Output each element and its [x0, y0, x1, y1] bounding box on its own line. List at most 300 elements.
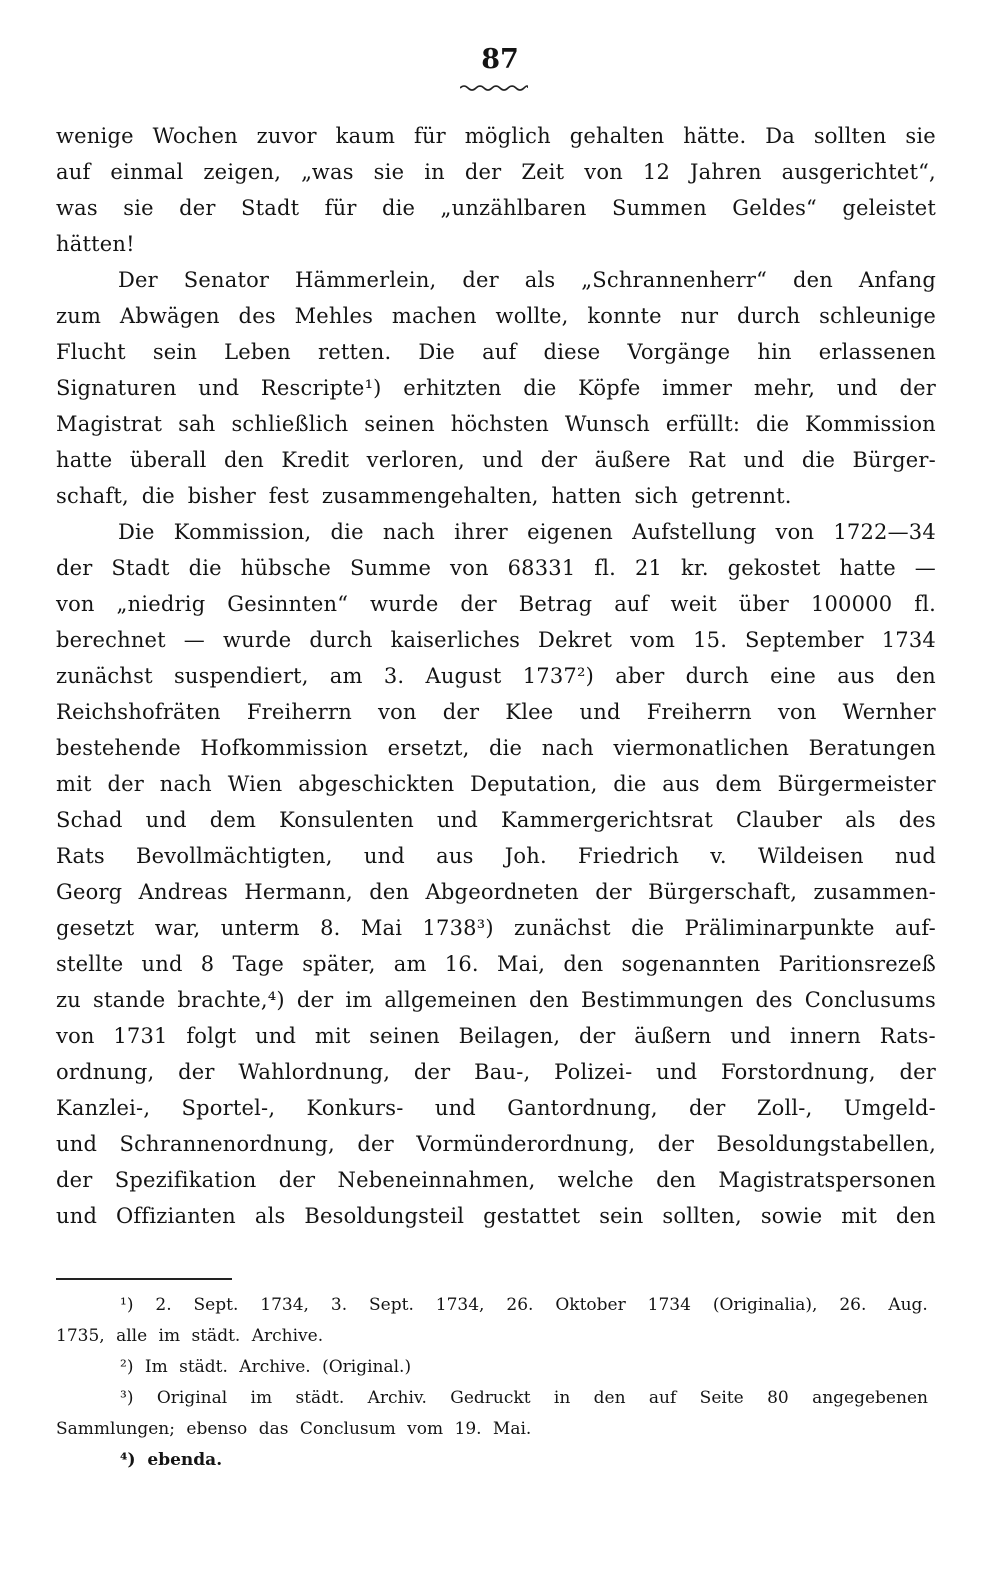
- word: auf: [614, 592, 649, 616]
- word: äußern: [634, 1024, 712, 1048]
- word: Wien: [227, 772, 283, 796]
- word: allgemeinen: [384, 988, 517, 1012]
- word: Der: [118, 268, 158, 292]
- word: von: [584, 160, 623, 184]
- word: Seite: [699, 1388, 744, 1408]
- word: höchsten: [450, 412, 549, 436]
- word: die: [631, 916, 665, 940]
- word: Kanzlei-,: [56, 1096, 151, 1120]
- word: ihrer: [454, 520, 508, 544]
- word: und: [56, 1132, 98, 1156]
- word: 2.: [155, 1295, 172, 1315]
- word: aus: [436, 844, 474, 868]
- word: und: [482, 448, 524, 472]
- word: „Schrannenherr“: [581, 268, 768, 292]
- word: Flucht: [56, 340, 126, 364]
- word: Summe: [349, 556, 432, 580]
- word: erlassenen: [818, 340, 936, 364]
- word: —: [914, 556, 936, 580]
- page-number: 87: [481, 44, 519, 75]
- word: 26.: [839, 1295, 867, 1315]
- word: ordnung,: [56, 1060, 155, 1084]
- word: Beratungen: [808, 736, 936, 760]
- body-line: [56, 730, 936, 766]
- word: von: [56, 592, 95, 616]
- word: hübsche: [240, 556, 332, 580]
- word: Paritionsrezeß: [778, 952, 936, 976]
- word: wollte,: [495, 304, 569, 328]
- word: sollten,: [662, 1204, 742, 1228]
- word: der: [442, 700, 480, 724]
- word: Bürgermeister: [777, 772, 936, 796]
- word: des: [755, 988, 793, 1012]
- word: Umgeld-: [843, 1096, 936, 1120]
- word: Aug.: [888, 1295, 928, 1315]
- word: Polizei-: [554, 1060, 633, 1084]
- word: der: [657, 1132, 695, 1156]
- word: und: [579, 700, 621, 724]
- word: nach: [541, 736, 594, 760]
- word: Vorgänge: [627, 340, 731, 364]
- word: Kammergerichtsrat: [501, 808, 714, 832]
- word: Summen: [612, 196, 707, 220]
- word: Clauber: [736, 808, 823, 832]
- word: ersetzt,: [387, 736, 470, 760]
- word: stellte: [56, 952, 124, 976]
- word: Sept.: [193, 1295, 239, 1315]
- word: den: [792, 268, 833, 292]
- word: den: [895, 1204, 936, 1228]
- word: der: [462, 268, 499, 292]
- word: Bau-,: [474, 1060, 531, 1084]
- word: kaiserliches: [390, 628, 521, 652]
- word: auf-: [894, 916, 936, 940]
- body-text: [56, 118, 936, 1234]
- word: 1738³): [422, 916, 494, 940]
- word: eine: [770, 664, 817, 688]
- word: Konkurs-: [306, 1096, 404, 1120]
- word: nach: [382, 520, 436, 544]
- word: Präliminarpunkte: [684, 916, 875, 940]
- word: und: [145, 808, 187, 832]
- word: (Originalia),: [712, 1295, 818, 1315]
- word: Kommission,: [173, 520, 312, 544]
- word: gehalten: [569, 124, 665, 148]
- word: der: [899, 1060, 936, 1084]
- word: machen: [391, 304, 477, 328]
- word: nur: [680, 304, 719, 328]
- word: 100000: [810, 592, 893, 616]
- word: Archiv.: [367, 1388, 427, 1408]
- word: der: [357, 1132, 394, 1156]
- word: „niedrig: [116, 592, 206, 616]
- word: August: [425, 664, 502, 688]
- word: dem: [715, 772, 762, 796]
- word: des: [238, 304, 276, 328]
- word: den: [369, 880, 410, 904]
- footnote-line: ⁴) ebenda.: [120, 1450, 223, 1470]
- word: sie: [373, 160, 405, 184]
- word: zunächst: [56, 664, 153, 688]
- word: des: [898, 808, 936, 832]
- word: Die: [118, 520, 155, 544]
- word: Kredit: [281, 448, 350, 472]
- word: Bürgerschaft,: [648, 880, 798, 904]
- body-line: [56, 550, 936, 586]
- word: fl.: [914, 592, 936, 616]
- word: durch: [737, 304, 801, 328]
- body-line: [56, 154, 936, 190]
- word: Stadt: [111, 556, 170, 580]
- word: zum: [56, 304, 102, 328]
- word: Magistrat: [56, 412, 163, 436]
- word: sie: [123, 196, 154, 220]
- word: auf: [56, 160, 91, 184]
- word: der: [460, 592, 497, 616]
- word: Leben: [224, 340, 291, 364]
- body-line: [56, 694, 936, 730]
- word: v.: [710, 844, 727, 868]
- word: Spezifikation: [114, 1168, 257, 1192]
- word: sein: [599, 1204, 644, 1228]
- word: hatte: [839, 556, 896, 580]
- word: Köpfe: [578, 376, 641, 400]
- word: Senator: [183, 268, 270, 292]
- body-line: hätten!: [56, 232, 135, 256]
- word: Hofkommission: [200, 736, 369, 760]
- word: Rat: [688, 448, 727, 472]
- word: Gesinnten“: [227, 592, 349, 616]
- word: Wernher: [842, 700, 936, 724]
- word: seinen: [364, 412, 435, 436]
- word: gesetzt: [56, 916, 135, 940]
- word: Magistratspersonen: [718, 1168, 936, 1192]
- word: durch: [309, 628, 373, 652]
- body-line: [56, 442, 936, 478]
- word: diese: [543, 340, 601, 364]
- word: Wahlordnung,: [238, 1060, 391, 1084]
- word: Oktober: [555, 1295, 626, 1315]
- word: geleistet: [842, 196, 936, 220]
- word: hätte.: [683, 124, 747, 148]
- word: Konsulenten: [279, 808, 414, 832]
- word: Sept.: [369, 1295, 414, 1315]
- word: äußere: [594, 448, 671, 472]
- word: durch: [685, 664, 749, 688]
- word: 16.: [444, 952, 479, 976]
- word: und: [836, 376, 878, 400]
- word: von: [450, 556, 489, 580]
- body-line: [56, 190, 936, 226]
- word: unterm: [220, 916, 300, 940]
- word: Rats-: [879, 1024, 936, 1048]
- word: mit: [841, 1204, 877, 1228]
- word: war,: [154, 916, 201, 940]
- word: Klee: [505, 700, 554, 724]
- word: im: [250, 1388, 273, 1408]
- word: 26.: [506, 1295, 534, 1315]
- word: der: [413, 1060, 451, 1084]
- word: von: [56, 1024, 95, 1048]
- word: Hämmerlein,: [295, 268, 437, 292]
- word: und: [141, 952, 183, 976]
- word: hin: [757, 340, 792, 364]
- body-line: [56, 118, 936, 154]
- word: 1734,: [435, 1295, 485, 1315]
- word: sein: [152, 340, 198, 364]
- word: mit: [314, 1024, 351, 1048]
- word: 3.: [330, 1295, 348, 1315]
- word: Reichshofräten: [56, 700, 221, 724]
- word: von: [777, 700, 817, 724]
- word: für: [324, 196, 357, 220]
- body-line: [56, 802, 936, 838]
- word: wurde: [222, 628, 292, 652]
- word: die: [381, 196, 416, 220]
- footnote-line: [56, 1383, 928, 1414]
- body-line: [56, 298, 936, 334]
- word: Original: [156, 1388, 228, 1408]
- word: für: [413, 124, 446, 148]
- word: einmal: [110, 160, 184, 184]
- word: „unzählbaren: [440, 196, 587, 220]
- word: den: [529, 988, 569, 1012]
- word: der: [689, 1096, 726, 1120]
- word: nach: [159, 772, 212, 796]
- word: ausgerichtet“,: [781, 160, 936, 184]
- word: der: [296, 988, 334, 1012]
- word: Mai: [360, 916, 403, 940]
- body-line: [56, 1198, 936, 1234]
- word: die: [523, 376, 557, 400]
- word: Abgeordneten: [425, 880, 579, 904]
- word: Abwägen: [119, 304, 220, 328]
- word: Wunsch: [564, 412, 650, 436]
- page-number-ornament: [460, 84, 528, 92]
- word: und: [363, 844, 405, 868]
- word: Forstordnung,: [720, 1060, 876, 1084]
- word: retten.: [317, 340, 392, 364]
- word: und: [434, 1096, 476, 1120]
- word: der: [595, 880, 632, 904]
- word: in: [424, 160, 445, 184]
- word: mehr,: [753, 376, 816, 400]
- word: konnte: [587, 304, 662, 328]
- word: abgeschickten: [298, 772, 455, 796]
- word: in: [553, 1388, 571, 1408]
- word: der: [179, 196, 216, 220]
- word: sie: [905, 124, 936, 148]
- word: vom: [630, 628, 676, 652]
- word: der: [579, 1024, 616, 1048]
- word: wurde: [370, 592, 439, 616]
- word: erhitzten: [403, 376, 502, 400]
- word: Gedruckt: [450, 1388, 531, 1408]
- word: der: [107, 772, 144, 796]
- word: den: [563, 952, 604, 976]
- word: die: [613, 772, 647, 796]
- word: September: [745, 628, 864, 652]
- word: im: [345, 988, 373, 1012]
- word: seinen: [369, 1024, 440, 1048]
- word: dem: [209, 808, 257, 832]
- word: den: [895, 664, 936, 688]
- word: suspendiert,: [173, 664, 309, 688]
- word: sowie: [760, 1204, 823, 1228]
- word: kr.: [681, 556, 709, 580]
- word: und: [656, 1060, 698, 1084]
- word: möglich: [464, 124, 551, 148]
- word: zu: [56, 988, 81, 1012]
- word: —: [183, 628, 205, 652]
- word: zusammen-: [813, 880, 936, 904]
- word: immer: [662, 376, 733, 400]
- word: aber: [615, 664, 665, 688]
- word: und: [730, 1024, 772, 1048]
- word: Bevollmächtigten,: [136, 844, 333, 868]
- word: aus: [662, 772, 700, 796]
- word: eigenen: [527, 520, 613, 544]
- word: Nebeneinnahmen,: [337, 1168, 536, 1192]
- word: bestehende: [56, 736, 181, 760]
- word: und: [198, 376, 240, 400]
- word: und: [436, 808, 479, 832]
- word: Friedrich: [578, 844, 680, 868]
- word: innern: [790, 1024, 861, 1048]
- body-line: [56, 910, 936, 946]
- footnote-line: [56, 1290, 928, 1321]
- body-line: schaft, die bisher fest zusammengehalten, hatten sich getrennt.: [56, 484, 792, 508]
- word: am: [329, 664, 363, 688]
- word: 1737²): [522, 664, 595, 688]
- word: Sportel-,: [181, 1096, 276, 1120]
- body-line: [56, 1126, 936, 1162]
- word: 1734: [647, 1295, 691, 1315]
- word: Besoldungstabellen,: [716, 1132, 936, 1156]
- word: 8: [200, 952, 215, 976]
- word: nud: [894, 844, 936, 868]
- word: gestattet: [483, 1204, 581, 1228]
- word: der: [56, 556, 93, 580]
- word: 12: [642, 160, 671, 184]
- word: Betrag: [518, 592, 593, 616]
- word: auf: [648, 1388, 677, 1408]
- body-line: [56, 766, 936, 802]
- word: Besoldungsteil: [304, 1204, 465, 1228]
- word: Wildeisen: [757, 844, 864, 868]
- word: Kommission: [805, 412, 936, 436]
- word: auf: [482, 340, 517, 364]
- body-line: [56, 1090, 936, 1126]
- word: Schrannenordnung,: [119, 1132, 335, 1156]
- word: Gantordnung,: [507, 1096, 658, 1120]
- body-line: [56, 1162, 936, 1198]
- footnotes: [56, 1290, 928, 1476]
- body-line: [56, 1054, 936, 1090]
- body-line: [56, 262, 936, 298]
- body-line: [56, 874, 936, 910]
- word: Geldes“: [732, 196, 817, 220]
- word: den: [593, 1388, 626, 1408]
- word: die: [801, 448, 836, 472]
- word: der: [899, 376, 936, 400]
- word: als: [254, 1204, 286, 1228]
- word: der: [540, 448, 578, 472]
- word: 8.: [320, 916, 341, 940]
- word: Bürger-: [852, 448, 936, 472]
- body-line: [56, 838, 936, 874]
- footnote-line: Sammlungen; ebenso das Conclusum vom 19. Mai.: [56, 1419, 532, 1439]
- word: viermonatlichen: [613, 736, 790, 760]
- word: und: [56, 1204, 98, 1228]
- word: zuvor: [256, 124, 317, 148]
- word: 1734: [881, 628, 936, 652]
- body-line: [56, 946, 936, 982]
- word: Andreas: [138, 880, 228, 904]
- word: sogenannten: [621, 952, 761, 976]
- word: 1722—34: [833, 520, 936, 544]
- word: den: [223, 448, 264, 472]
- word: ¹): [120, 1295, 134, 1315]
- word: von: [378, 700, 417, 724]
- word: 21: [634, 556, 663, 580]
- word: schließlich: [231, 412, 349, 436]
- word: 15.: [693, 628, 728, 652]
- body-line: [56, 370, 936, 406]
- word: brachte,⁴): [177, 988, 285, 1012]
- footnote-line: ²) Im städt. Archive. (Original.): [120, 1357, 412, 1377]
- word: die: [756, 412, 790, 436]
- word: Wochen: [152, 124, 238, 148]
- word: Stadt: [241, 196, 300, 220]
- word: 68331: [507, 556, 576, 580]
- word: zunächst: [514, 916, 611, 940]
- word: ³): [120, 1388, 134, 1408]
- word: Zeit: [521, 160, 565, 184]
- word: Offizianten: [116, 1204, 236, 1228]
- word: Aufstellung: [632, 520, 757, 544]
- word: Freiherrn: [646, 700, 752, 724]
- word: und: [255, 1024, 297, 1048]
- body-line: [56, 982, 936, 1018]
- word: sah: [178, 412, 216, 436]
- word: zeigen,: [203, 160, 282, 184]
- word: städt.: [295, 1388, 345, 1408]
- word: und: [743, 448, 785, 472]
- word: von: [775, 520, 815, 544]
- word: folgt: [186, 1024, 237, 1048]
- word: der: [278, 1168, 316, 1192]
- word: Rats: [56, 844, 105, 868]
- word: der: [178, 1060, 215, 1084]
- word: Da: [765, 124, 796, 148]
- word: als: [524, 268, 556, 292]
- word: die: [330, 520, 364, 544]
- word: erfüllt:: [665, 412, 741, 436]
- word: Deputation,: [470, 772, 598, 796]
- word: Signaturen: [56, 376, 177, 400]
- word: als: [845, 808, 876, 832]
- word: den: [656, 1168, 697, 1192]
- body-line: [56, 622, 936, 658]
- word: der: [464, 160, 502, 184]
- word: weit: [670, 592, 717, 616]
- word: 1731: [113, 1024, 168, 1048]
- word: welche: [557, 1168, 634, 1192]
- word: fl.: [594, 556, 617, 580]
- word: stande: [93, 988, 166, 1012]
- word: verloren,: [366, 448, 465, 472]
